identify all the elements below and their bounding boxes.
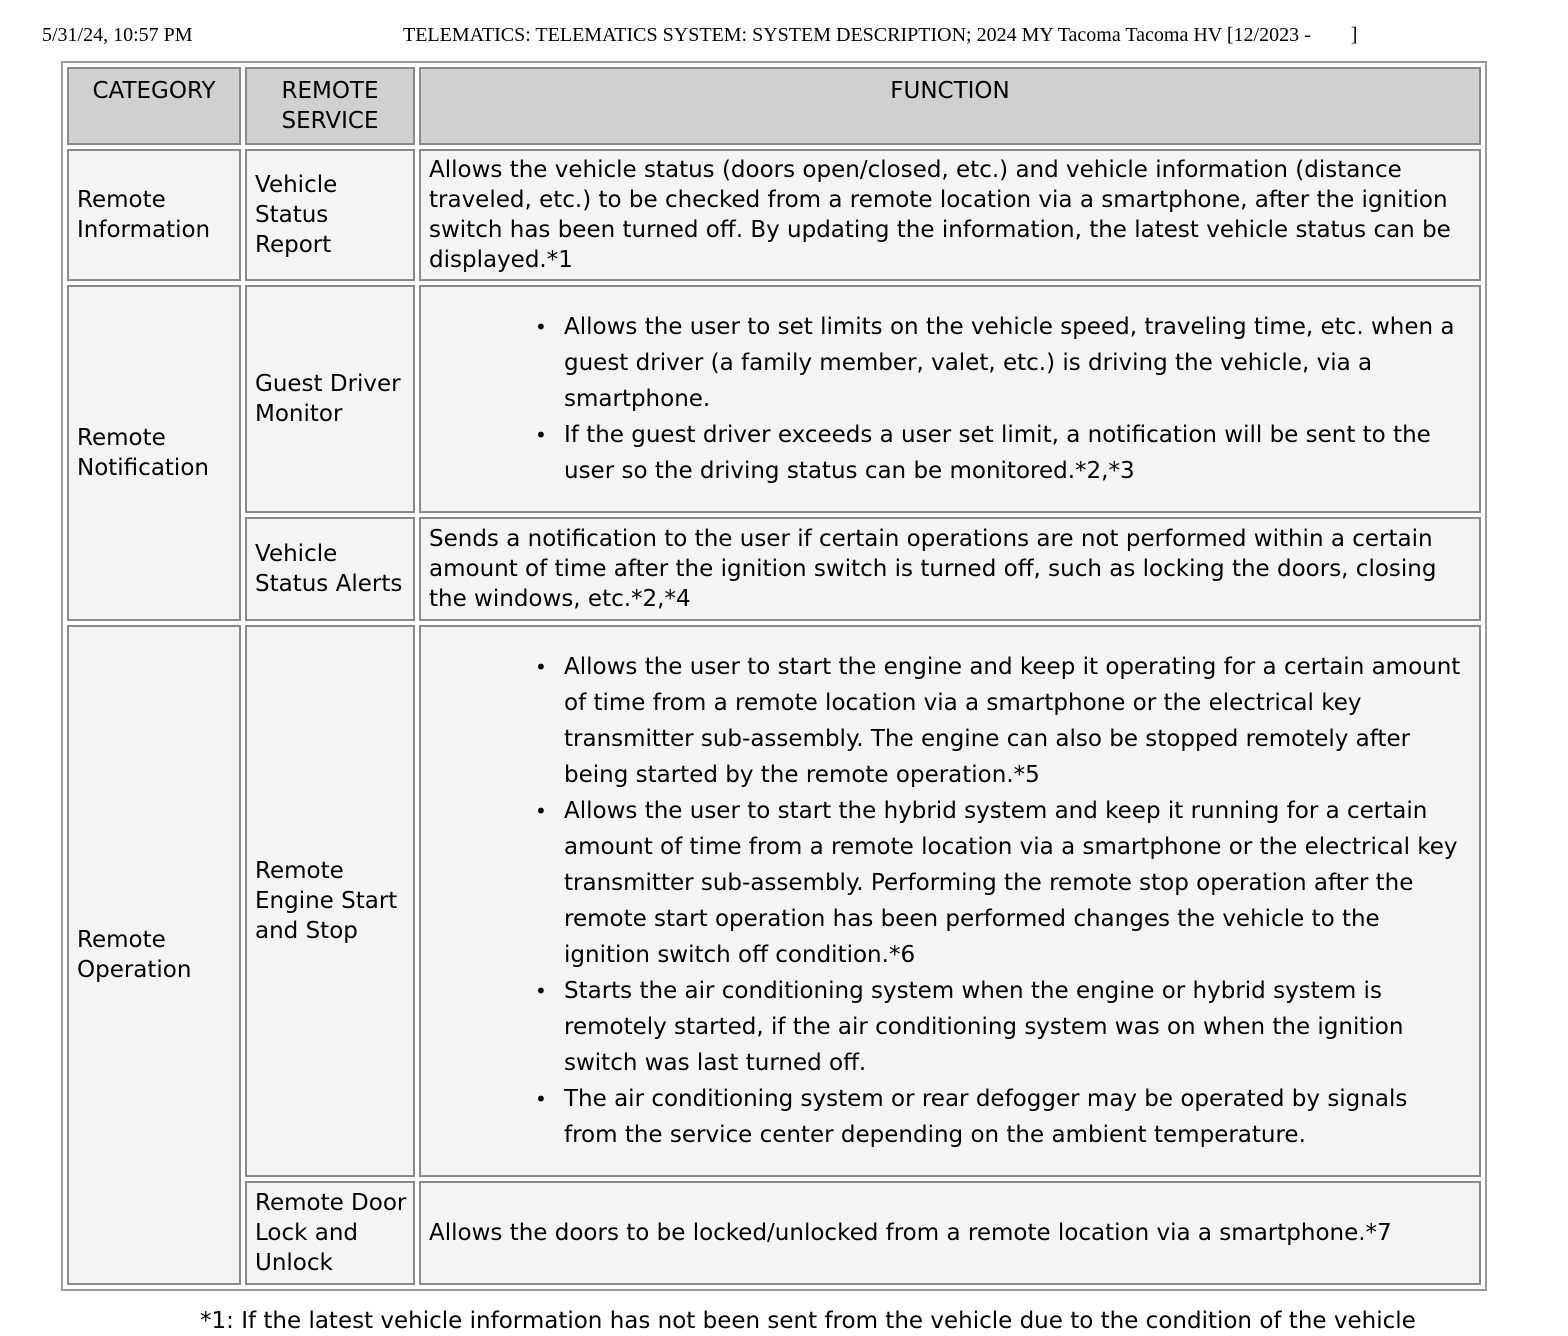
table-row bbox=[67, 625, 1481, 1177]
header-category: CATEGORY bbox=[67, 67, 241, 145]
category-remote-operation: Remote Operation bbox=[67, 625, 241, 1285]
guest-driver-monitor-bullet-list bbox=[429, 309, 1473, 489]
list-item: • If the guest driver exceeds a user set limit, a notification will be sent to the user so the driving status can be monitored.*2,*3 bbox=[561, 417, 1463, 489]
telematics-services-table-wrapper bbox=[61, 61, 1487, 1285]
list-item: • The air conditioning system or rear defogger may be operated by signals from the service center depending on the ambient temperature. bbox=[561, 1081, 1463, 1153]
print-date: 5/31/24, 10:57 PM bbox=[42, 24, 193, 46]
telematics-services-table bbox=[61, 61, 1487, 1291]
header-remote-service: REMOTE SERVICE bbox=[245, 67, 415, 145]
list-item: • Allows the user to set limits on the vehicle speed, traveling time, etc. when a guest driver (a family member, valet, etc.) is driving the vehicle, via a smartphone. bbox=[561, 309, 1463, 417]
service-remote-door-lock-unlock: Remote Door Lock and Unlock bbox=[245, 1181, 415, 1285]
remote-engine-start-stop-bullet-list bbox=[429, 649, 1473, 1153]
list-item: • Starts the air conditioning system when the engine or hybrid system is remotely started, if the air conditioning system was on when the ignition switch was last turned off. bbox=[561, 973, 1463, 1081]
footnote-1-partial: *1: If the latest vehicle information has not been sent from the vehicle due to the condition of the vehicle bbox=[200, 1308, 1416, 1334]
service-vehicle-status-alerts: Vehicle Status Alerts bbox=[245, 517, 415, 621]
table-row bbox=[67, 1181, 1481, 1285]
table-row bbox=[67, 285, 1481, 513]
list-item: • Allows the user to start the hybrid system and keep it running for a certain amount of time from a remote location via a smartphone or the electrical key transmitter sub-assembly. Performing the remote stop operation after the remote start operation has been performed changes the vehicle to the ignition switch off condition.*6 bbox=[561, 793, 1463, 973]
service-guest-driver-monitor: Guest Driver Monitor bbox=[245, 285, 415, 513]
function-guest-driver-monitor bbox=[419, 285, 1481, 513]
category-remote-notification: Remote Notification bbox=[67, 285, 241, 621]
service-remote-engine-start-stop: Remote Engine Start and Stop bbox=[245, 625, 415, 1177]
header-function: FUNCTION bbox=[419, 67, 1481, 145]
category-remote-information: Remote Information bbox=[67, 149, 241, 281]
list-item: • Allows the user to start the engine and keep it operating for a certain amount of time from a remote location via a smartphone or the electrical key transmitter sub-assembly. The engine can also be stopped remotely after being started by the remote operation.*5 bbox=[561, 649, 1463, 793]
print-title: TELEMATICS: TELEMATICS SYSTEM: SYSTEM DESCRIPTION; 2024 MY Tacoma Tacoma HV [12/2023 - ] bbox=[403, 24, 1358, 46]
table-header-row bbox=[67, 67, 1481, 145]
print-header bbox=[0, 24, 1568, 52]
table-row bbox=[67, 517, 1481, 621]
function-remote-engine-start-stop bbox=[419, 625, 1481, 1177]
function-vehicle-status-report: Allows the vehicle status (doors open/closed, etc.) and vehicle information (distance traveled, etc.) to be checked from a remote location via a smartphone, after the ignition switch has been turned off. By updating the information, the latest vehicle status can be displayed.*1 bbox=[419, 149, 1481, 281]
function-vehicle-status-alerts: Sends a notification to the user if certain operations are not performed within a certain amount of time after the ignition switch is turned off, such as locking the doors, closing the windows, etc.*2,*4 bbox=[419, 517, 1481, 621]
function-remote-door-lock-unlock: Allows the doors to be locked/unlocked from a remote location via a smartphone.*7 bbox=[419, 1181, 1481, 1285]
table-row bbox=[67, 149, 1481, 281]
service-vehicle-status-report: Vehicle Status Report bbox=[245, 149, 415, 281]
